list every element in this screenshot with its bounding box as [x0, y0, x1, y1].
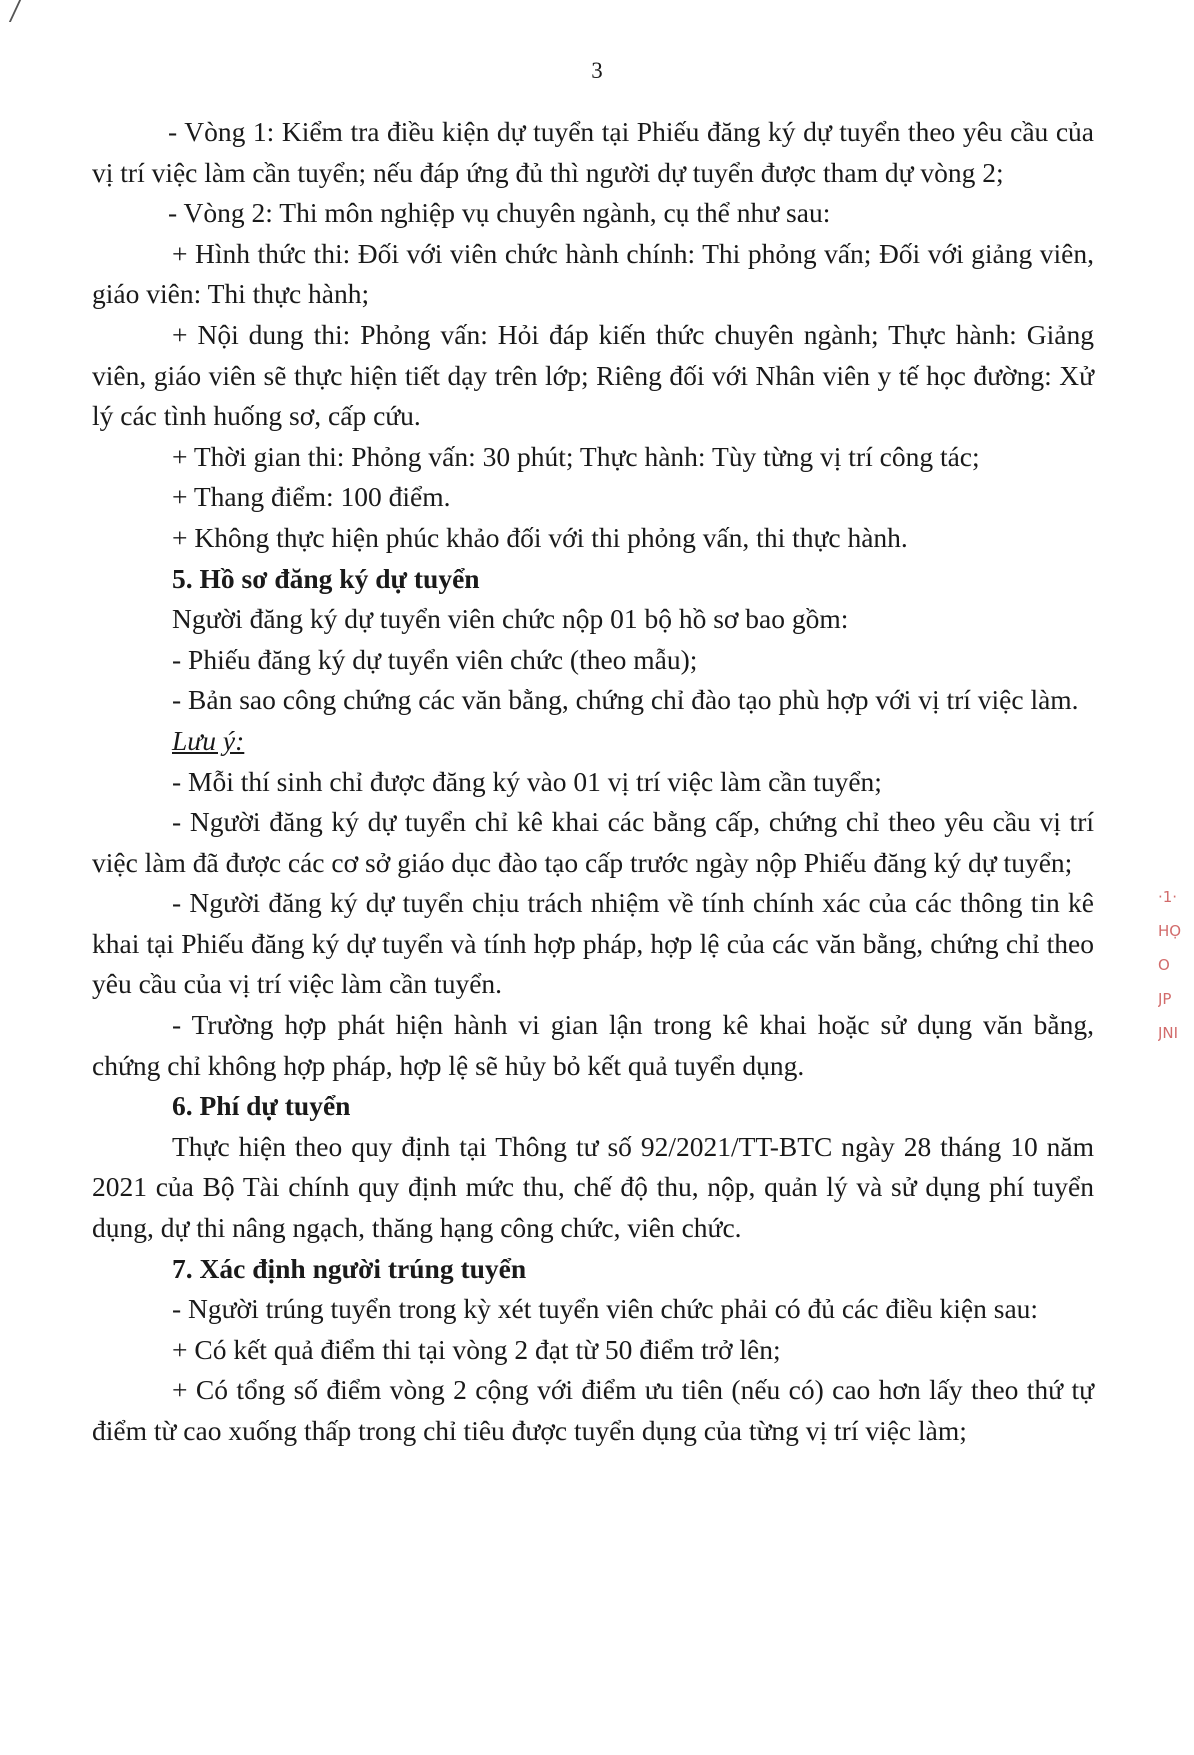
heading-application-dossier: 5. Hồ sơ đăng ký dự tuyển [172, 562, 480, 594]
stamp-text: JNI [1158, 1024, 1179, 1042]
heading-successful-candidates: 7. Xác định người trúng tuyển [172, 1252, 527, 1284]
paragraph-condition-score: + Có kết quả điểm thi tại vòng 2 đạt từ 50 điểm trở lên; [172, 1333, 781, 1365]
paragraph-fee-regulation: Thực hiện theo quy định tại Thông tư số 92/2021/TT-BTC ngày 28 tháng 10 năm 2021 của Bộ Tài chính quy định mức thu, chế độ thu, nộp, quản lý và sử dụng phí tuyển dụng, dự thi nâng ngạch, thăng hạng công chức, viên chức. [92, 1130, 1094, 1244]
stamp-text: ·1· [1158, 888, 1178, 906]
note-label-row [92, 721, 1094, 762]
heading-fee: 6. Phí dự tuyển [172, 1090, 351, 1122]
stamp-text: JP [1158, 990, 1172, 1008]
paragraph-round-1: - Vòng 1: Kiểm tra điều kiện dự tuyển tại Phiếu đăng ký dự tuyển theo yêu cầu của vị trí việc làm cần tuyển; nếu đáp ứng đủ thì người dự tuyển được tham dự vòng 2; [92, 116, 1094, 188]
paragraph-no-review: + Không thực hiện phúc khảo đối với thi phỏng vấn, thi thực hành. [172, 521, 908, 553]
document-body [92, 112, 1094, 1452]
paragraph-certified-copies: - Bản sao công chứng các văn bằng, chứng chỉ đào tạo phù hợp với vị trí việc làm. [172, 684, 1079, 716]
paragraph-note-responsibility: - Người đăng ký dự tuyển chịu trách nhiệm về tính chính xác của các thông tin kê khai tại Phiếu đăng ký dự tuyển và tính hợp pháp, hợp lệ của các văn bằng, chứng chỉ theo yêu cầu của vị trí việc làm cần tuyển. [92, 887, 1094, 1000]
paragraph-conditions-intro: - Người trúng tuyển trong kỳ xét tuyển viên chức phải có đủ các điều kiện sau: [172, 1293, 1039, 1325]
paragraph-note-declarations: - Người đăng ký dự tuyển chỉ kê khai các bằng cấp, chứng chỉ theo yêu cầu vị trí việc làm đã được các cơ sở giáo dục đào tạo cấp trước ngày nộp Phiếu đăng ký dự tuyển; [92, 806, 1094, 878]
paragraph-condition-ranking: + Có tổng số điểm vòng 2 cộng với điểm ưu tiên (nếu có) cao hơn lấy theo thứ tự điểm từ cao xuống thấp trong chỉ tiêu được tuyển dụng của từng vị trí việc làm; [92, 1374, 1094, 1446]
paragraph-dossier-intro: Người đăng ký dự tuyển viên chức nộp 01 bộ hồ sơ bao gồm: [172, 603, 849, 635]
stamp-fragment [1158, 880, 1194, 1110]
paragraph-score-scale: + Thang điểm: 100 điểm. [172, 481, 451, 513]
stamp-text: HỌ [1158, 922, 1182, 940]
stamp-text: O [1158, 956, 1170, 974]
note-label: Lưu ý: [172, 724, 245, 756]
paragraph-note-fraud: - Trường hợp phát hiện hành vi gian lận trong kê khai hoặc sử dụng văn bằng, chứng chỉ không hợp pháp, hợp lệ sẽ hủy bỏ kết quả tuyển dụng. [92, 1009, 1094, 1081]
paragraph-exam-time: + Thời gian thi: Phỏng vấn: 30 phút; Thực hành: Tùy từng vị trí công tác; [172, 440, 980, 472]
paragraph-registration-form: - Phiếu đăng ký dự tuyển viên chức (theo mẫu); [172, 643, 698, 675]
scan-corner-mark [0, 0, 21, 22]
page-number: 3 [591, 58, 603, 83]
paragraph-round-2: - Vòng 2: Thi môn nghiệp vụ chuyên ngành, cụ thể như sau: [168, 197, 831, 229]
paragraph-exam-format: + Hình thức thi: Đối với viên chức hành chính: Thi phỏng vấn; Đối với giảng viên, giáo viên: Thi thực hành; [92, 237, 1094, 310]
paragraph-exam-content: + Nội dung thi: Phỏng vấn: Hỏi đáp kiến thức chuyên ngành; Thực hành: Giảng viên, giáo viên sẽ thực hiện tiết dạy trên lớp; Riêng đối với Nhân viên y tế học đường: Xử lý các tình huống sơ, cấp cứu. [92, 318, 1094, 432]
paragraph-note-one-position: - Mỗi thí sinh chỉ được đăng ký vào 01 vị trí việc làm cần tuyển; [172, 765, 882, 797]
